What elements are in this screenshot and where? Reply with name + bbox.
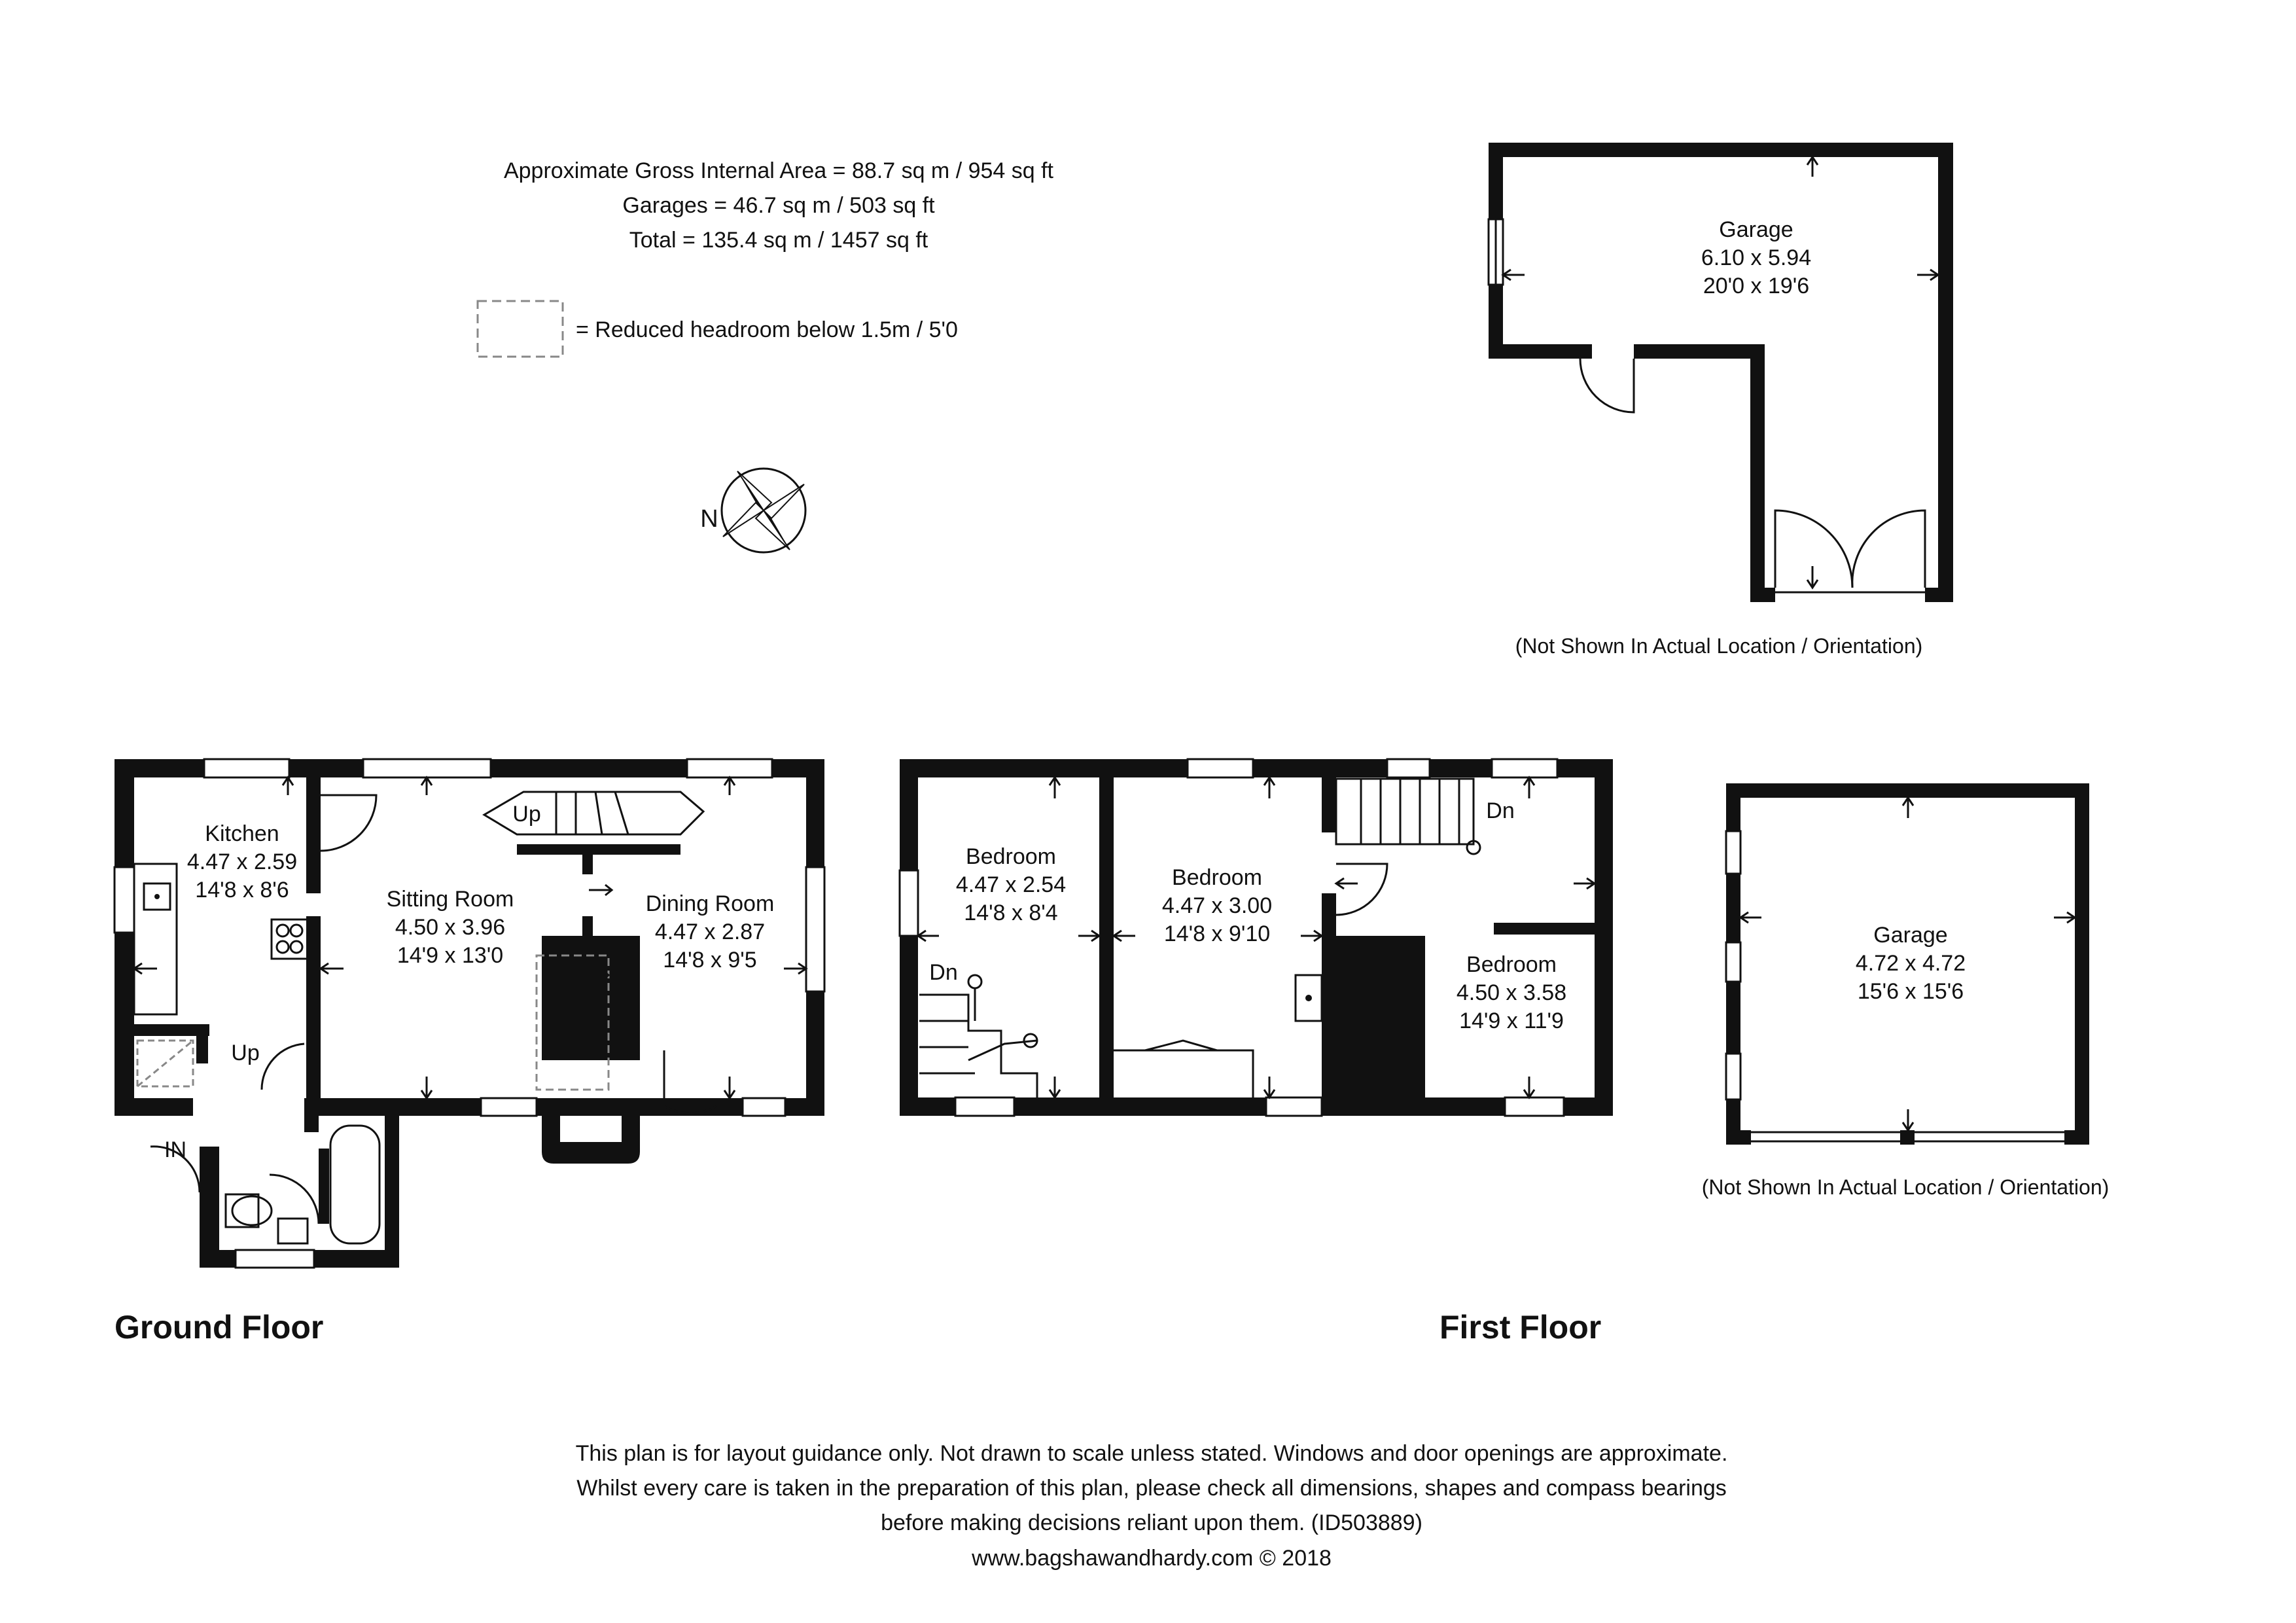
sitting-room-name: Sitting Room xyxy=(386,887,514,912)
disclaimer-line-3: before making decisions reliant upon them. (ID503889) xyxy=(881,1510,1422,1535)
bedroom-2-imperial: 14'8 x 9'10 xyxy=(1163,921,1271,946)
garage-1-name: Garage xyxy=(1719,217,1793,242)
garage-2-name: Garage xyxy=(1873,923,1948,948)
bedroom-1-name: Bedroom xyxy=(966,844,1056,869)
ground-floor-plan xyxy=(115,759,824,1346)
stairs-down-label-1: Dn xyxy=(929,960,958,985)
reduced-headroom-swatch xyxy=(478,301,563,357)
sitting-room-imperial: 14'9 x 13'0 xyxy=(397,943,504,968)
total-area-line: Total = 135.4 sq m / 1457 sq ft xyxy=(629,228,928,253)
sitting-room-metric: 4.50 x 3.96 xyxy=(395,915,506,940)
disclaimer-footer xyxy=(576,1441,1728,1571)
kitchen-imperial: 14'8 x 8'6 xyxy=(195,878,289,902)
area-summary xyxy=(504,158,1054,253)
bedroom-1-metric: 4.47 x 2.54 xyxy=(955,872,1067,897)
bedroom-2-metric: 4.47 x 3.00 xyxy=(1161,893,1273,918)
stairs-up-label-1: Up xyxy=(231,1041,260,1065)
kitchen-metric: 4.47 x 2.59 xyxy=(186,849,298,874)
first-floor-plan xyxy=(900,759,1613,1346)
entrance-label: IN xyxy=(164,1137,186,1162)
stairs-up-label-2: Up xyxy=(512,802,541,827)
dining-room-metric: 4.47 x 2.87 xyxy=(654,919,766,944)
garage-1-imperial: 20'0 x 19'6 xyxy=(1703,274,1810,298)
compass-north-label: N xyxy=(700,505,718,533)
website-copyright: www.bagshawandhardy.com © 2018 xyxy=(972,1546,1332,1571)
disclaimer-line-2: Whilst every care is taken in the preparation of this plan, please check all dimensions, shapes and compass bearings xyxy=(576,1476,1727,1501)
garage-2-location-note: (Not Shown In Actual Location / Orientation) xyxy=(1701,1175,2110,1199)
compass-rose xyxy=(700,469,805,552)
bedroom-1-imperial: 14'8 x 8'4 xyxy=(964,901,1058,925)
kitchen-name: Kitchen xyxy=(205,821,279,846)
garages-area-line: Garages = 46.7 sq m / 503 sq ft xyxy=(622,193,935,218)
bedroom-3-imperial: 14'9 x 11'9 xyxy=(1459,1008,1564,1033)
garage-2-plan xyxy=(1702,783,2110,1199)
garage-1-plan xyxy=(1489,143,1953,658)
stairs-down-label-2: Dn xyxy=(1486,798,1515,823)
garage-1-location-note: (Not Shown In Actual Location / Orientation) xyxy=(1515,634,1923,658)
gross-area-line: Approximate Gross Internal Area = 88.7 sq m / 954 sq ft xyxy=(503,158,1054,183)
bedroom-3-metric: 4.50 x 3.58 xyxy=(1456,980,1567,1005)
bedroom-2-name: Bedroom xyxy=(1172,865,1262,890)
legend-text: = Reduced headroom below 1.5m / 5'0 xyxy=(576,317,958,342)
garage-2-imperial: 15'6 x 15'6 xyxy=(1857,979,1964,1004)
dining-room-imperial: 14'8 x 9'5 xyxy=(663,948,757,972)
garage-1-metric: 6.10 x 5.94 xyxy=(1701,245,1812,270)
dining-room-name: Dining Room xyxy=(645,891,775,916)
bedroom-3-name: Bedroom xyxy=(1466,952,1557,977)
headroom-legend xyxy=(478,301,958,357)
ground-floor-title: Ground Floor xyxy=(115,1309,324,1346)
garage-2-metric: 4.72 x 4.72 xyxy=(1855,951,1966,976)
first-floor-title: First Floor xyxy=(1439,1309,1602,1346)
disclaimer-line-1: This plan is for layout guidance only. Not drawn to scale unless stated. Windows and door openings are approximate. xyxy=(575,1441,1728,1466)
